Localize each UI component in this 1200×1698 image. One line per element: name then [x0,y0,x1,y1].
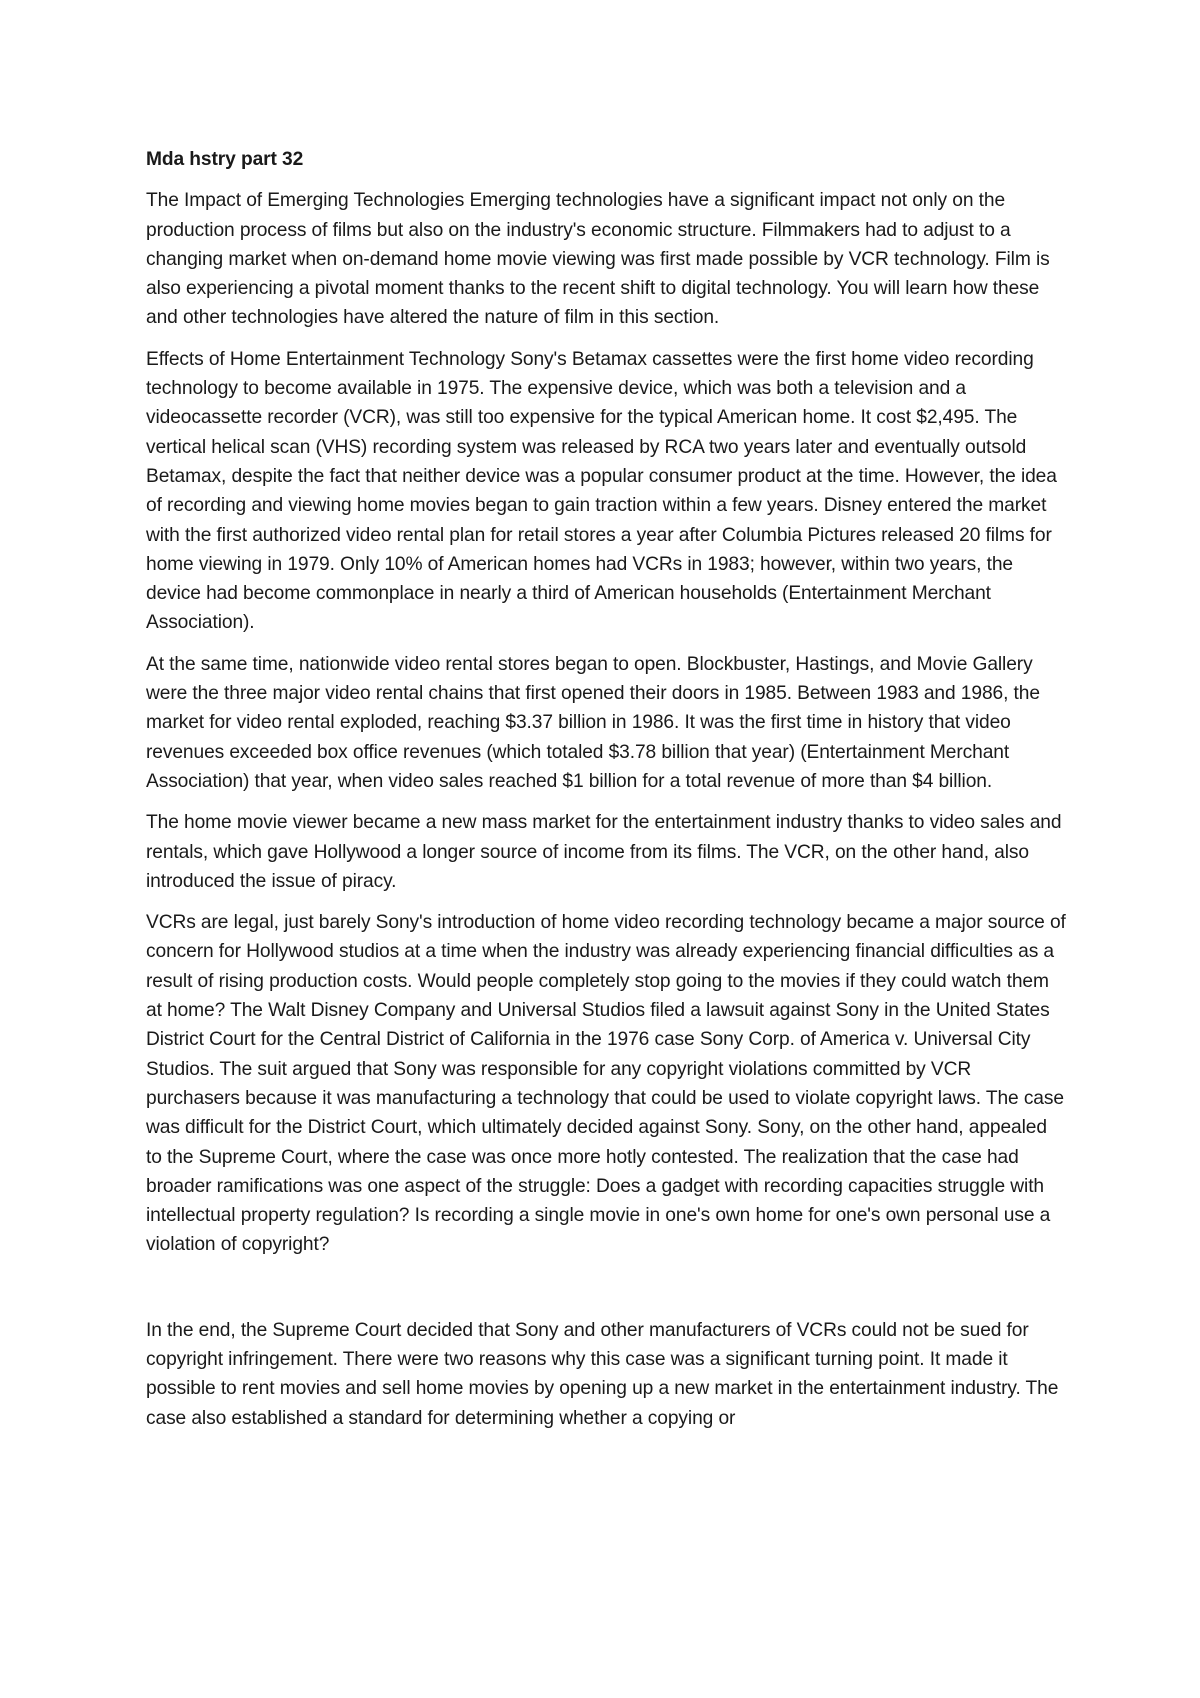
paragraph-mass-market: The home movie viewer became a new mass market for the entertainment industry thanks to video sales and rentals, which gave Hollywood a longer source of income from its films. The VCR, on the other hand, also introduced the issue of piracy. [146,812,1062,892]
paragraph-vcrs-legal: VCRs are legal, just barely Sony's introduction of home video recording technology became a major source of concern for Hollywood studios at a time when the industry was already experiencing financial difficulties as a result of rising production costs. Would people completely stop going to the movies if they could watch them at home? The Walt Disney Company and Universal Studios filed a lawsuit against Sony in the United States District Court for the Central District of California in the 1976 case Sony Corp. of America v. Universal City Studios. The suit argued that Sony was responsible for any copyright violations committed by VCR purchasers because it was manufacturing a technology that could be used to violate copyright laws. The case was difficult for the District Court, which ultimately decided against Sony. Sony, on the other hand, appealed to the Supreme Court, where the case was once more hotly contested. The realization that the case had broader ramifications was one aspect of the struggle: Does a gadget with recording capacities struggle with intellectual property regulation? Is recording a single movie in one's own home for one's own personal use a violation of copyright? [146,912,1066,1256]
document-title: Mda hstry part 32 [146,149,304,170]
paragraph-video-rental-stores: At the same time, nationwide video rental stores began to open. Blockbuster, Hastings, and Movie Gallery were the three major video rental chains that first opened their doors in 1985. Between 1983 and 1986, the market for video rental exploded, reaching $3.37 billion in 1986. It was the first time in history that video revenues exceeded box office revenues (which totaled $3.78 billion that year) (Entertainment Merchant Association) that year, when video sales reached $1 billion for a total revenue of more than $4 billion. [146,653,1040,792]
document-body [146,145,1066,1445]
paragraph-supreme-court: In the end, the Supreme Court decided that Sony and other manufacturers of VCRs could not be sued for copyright infringement. There were two reasons why this case was a significant turning point. It made it possible to rent movies and sell home movies by opening up a new market in the entertainment industry. The case also established a standard for determining whether a copying or [146,1319,1059,1429]
paragraph-spacer [146,1272,1066,1316]
paragraph-home-entertainment: Effects of Home Entertainment Technology Sony's Betamax cassettes were the first home video recording technology to become available in 1975. The expensive device, which was both a television and a videocassette recorder (VCR), was still too expensive for the typical American home. It cost $2,495. The vertical helical scan (VHS) recording system was released by RCA two years later and eventually outsold Betamax, despite the fact that neither device was a popular consumer product at the time. However, the idea of recording and viewing home movies began to gain traction within a few years. Disney entered the market with the first authorized video rental plan for retail stores a year after Columbia Pictures released 20 films for home viewing in 1979. Only 10% of American homes had VCRs in 1983; however, within two years, the device had become commonplace in nearly a third of American households (Entertainment Merchant Association). [146,348,1057,634]
paragraph-emerging-technologies: The Impact of Emerging Technologies Emerging technologies have a significant impact not only on the production process of films but also on the industry's economic structure. Filmmakers had to adjust to a changing market when on-demand home movie viewing was first made possible by VCR technology. Film is also experiencing a pivotal moment thanks to the recent shift to digital technology. You will learn how these and other technologies have altered the nature of film in this section. [146,190,1050,329]
